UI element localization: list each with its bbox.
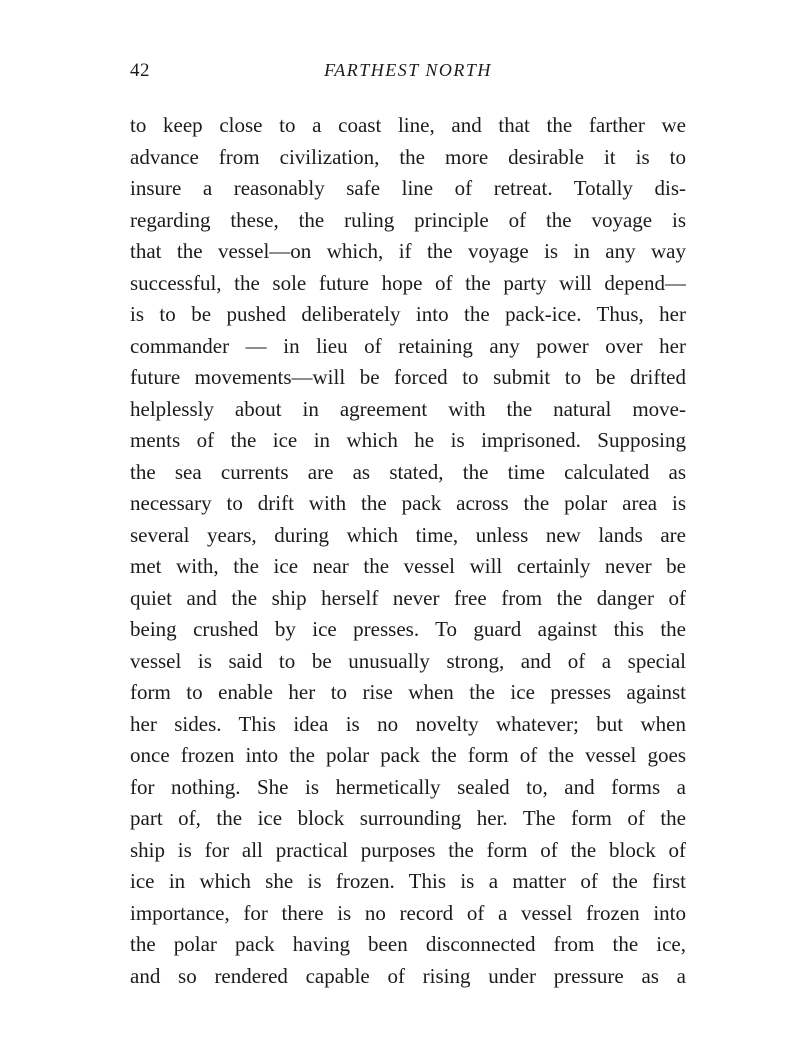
text-line: the sea currents are as stated, the time calculated as: [130, 459, 686, 484]
text-line: ments of the ice in which he is imprisoned. Supposing: [130, 428, 686, 452]
text-line: to keep close to a coast line, and that the farther we: [130, 113, 686, 137]
text-line: regarding these, the ruling principle of the voyage is: [130, 207, 686, 232]
text-line: successful, the sole future hope of the party will depend—: [130, 270, 686, 295]
text-line: once frozen into the polar pack the form of the vessel goes: [130, 743, 686, 767]
text-line: importance, for there is no record of a vessel frozen into: [130, 900, 686, 925]
text-line: advance from civilization, the more desirable it is to: [130, 144, 686, 169]
text-line: ice in which she is frozen. This is a matter of the first: [130, 869, 686, 893]
text-line: is to be pushed deliberately into the pack-ice. Thus, her: [130, 302, 686, 326]
body-text: [130, 110, 686, 992]
text-line: ship is for all practical purposes the form of the block of: [130, 837, 686, 862]
running-head: [130, 60, 686, 88]
text-line: met with, the ice near the vessel will certainly never be: [130, 554, 686, 578]
running-title: FARTHEST NORTH: [324, 60, 492, 80]
text-line: future movements—will be forced to submit to be drifted: [130, 365, 686, 389]
text-line: and so rendered capable of rising under pressure as a: [130, 963, 686, 988]
text-line: form to enable her to rise when the ice presses against: [130, 680, 686, 704]
text-line: part of, the ice block surrounding her. The form of the: [130, 806, 686, 830]
text-line: her sides. This idea is no novelty whatever; but when: [130, 711, 686, 736]
page-number: 42: [130, 60, 150, 81]
text-line: insure a reasonably safe line of retreat. Totally dis-: [130, 176, 686, 200]
text-line: several years, during which time, unless new lands are: [130, 522, 686, 547]
text-line: for nothing. She is hermetically sealed to, and forms a: [130, 774, 686, 799]
text-line: necessary to drift with the pack across the polar area is: [130, 491, 686, 515]
text-line: helplessly about in agreement with the natural move-: [130, 396, 686, 421]
text-line: commander — in lieu of retaining any power over her: [130, 333, 686, 358]
text-line: being crushed by ice presses. To guard against this the: [130, 617, 686, 641]
text-line: the polar pack having been disconnected from the ice,: [130, 932, 686, 956]
text-line: that the vessel—on which, if the voyage is in any way: [130, 239, 686, 263]
text-line: vessel is said to be unusually strong, and of a special: [130, 648, 686, 673]
text-line: quiet and the ship herself never free from the danger of: [130, 585, 686, 610]
